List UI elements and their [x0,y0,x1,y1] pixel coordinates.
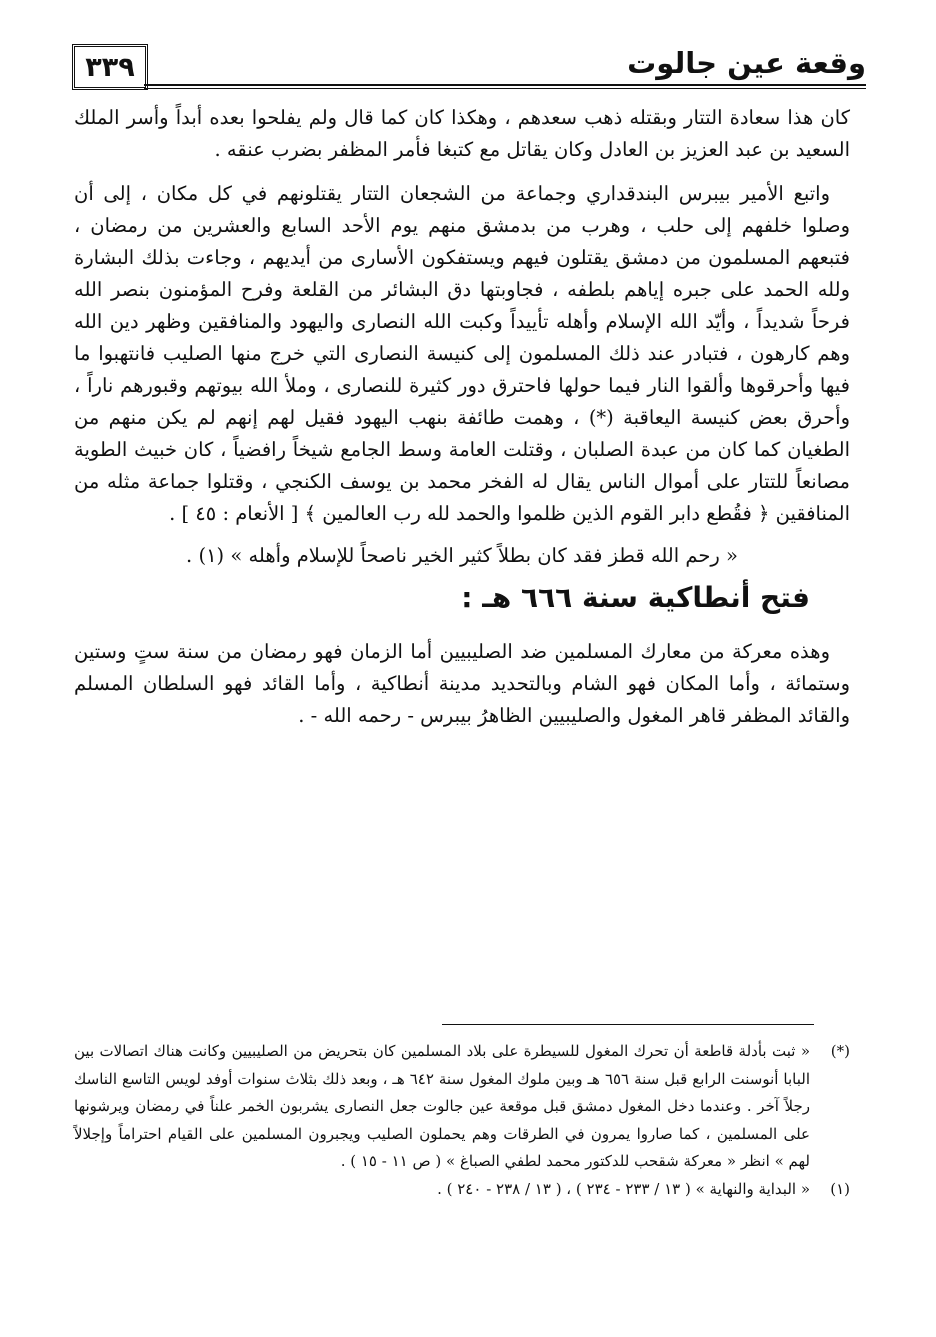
paragraph-1: كان هذا سعادة التتار وبقتله ذهب سعدهم ، وهكذا كان كما قال ولم يفلحوا بعده أبداً وأسر الملك السعيد بن عبد العزيز بن العادل وكان يقاتل مع كتبغا فأمر المظفر بضرب عنقه . [74,106,850,161]
footnote-text: « ثبت بأدلة قاطعة أن تحرك المغول للسيطرة على بلاد المسلمين كان بتحريض من الصليبيين وكانت هناك اتصالات بين البابا أنوسنت الرابع قبل سنة ٦٥٦ هـ وبين ملوك المغول سنة ٦٤٢ هـ ، وبعد ذلك بثلاث سنوات أوفد لويس التاسع الناسك رجلاً آخر . وعندما دخل المغول دمشق قبل موقعة عين جالوت جعل النصارى يشربون الخمر علناً في رمضان ويرشونها على المسلمين ، كما صاروا يمرون في الطرقات وهم يحملون الصليب ويجبرون المسلمين على القيام احتراماً وإجلالاً لهم » انظر « معركة شقحب للدكتور محمد لطفي الصباغ » ( ص ١١ - ١٥ ) . [74,1042,811,1170]
section-heading: فتح أنطاكية سنة ٦٦٦ هـ : [461,581,810,614]
page-number: ٣٣٩ [72,44,148,90]
footnote-star [74,1038,850,1176]
body-text [74,102,850,732]
paragraph-3: وهذه معركة من معارك المسلمين ضد الصليبيين أما الزمان فهو رمضان من سنة ستٍ وستين وستمائة ، وأما المكان فهو الشام وبالتحديد مدينة أنطاكية ، وأما القائد فهو السلطان المسلم والقائد المظفر قاهر المغول والصليبيين الظاهرُ بيبرس - رحمه الله - . [74,640,850,727]
footnote-marker: (*) [830,1042,850,1060]
header-rule [144,84,866,89]
footnote-marker: (١) [830,1179,850,1198]
page-header [70,42,866,88]
paragraph-2: واتبع الأمير بيبرس البندقداري وجماعة من الشجعان التتار يقتلونهم في كل مكان ، إلى أن وصلوا خلفهم إلى حلب ، وهرب من بدمشق منهم يوم الأحد السابع والعشرين من رمضان ، فتبعهم المسلمون من دمشق يقتلون فيهم ويستفكون الأسارى من أيديهم ، وجاءت بذلك البشارة ولله الحمد على جبره إياهم بلطفه ، فجاوبتها دق البشائر من القلعة وفرح المؤمنون بنصر الله فرحاً شديداً ، وأيّد الله الإسلام وأهله تأييداً وكبت الله النصارى واليهود والمنافقين وظهر دين الله وهم كارهون ، فتبادر عند ذلك المسلمون إلى كنيسة النصارى التي خرج منها الصليب فانتهبوا ما فيها وأحرقوها وألقوا النار فيما حولها فاحترق دور كثيرة للنصارى ، وملأ الله بيوتهم وقبورهم ناراً ، وأحرق بعض كنيسة اليعاقبة (*) ، وهمت طائفة بنهب اليهود فقيل لهم إنهم لم يكن منهم من الطغيان كما كان من عبدة الصلبان ، وقتلت العامة وسط الجامع شيخاً رافضياً ، كان خبيث الطوية مصانعاً للتتار على أموال الناس يقال له الفخر محمد بن يوسف الكنجي ، وقتلوا جماعة مثله من المنافقين ﴿ فقُطع دابر القوم الذين ظلموا والحمد لله رب العالمين ﴾ [ الأنعام : ٤٥ ] . [74,182,850,525]
footnote-separator [442,1024,814,1025]
footnotes [74,1038,850,1203]
quotation: « رحم الله قطز فقد كان بطلاً كثير الخير ناصحاً للإسلام وأهله » (١) . [186,544,738,567]
running-title: وقعة عين جالوت [627,46,866,80]
footnote-1 [74,1176,850,1204]
footnote-text: « البداية والنهاية » ( ١٣ / ٢٣٣ - ٢٣٤ ) ، ( ١٣ / ٢٣٨ - ٢٤٠ ) . [437,1179,810,1198]
